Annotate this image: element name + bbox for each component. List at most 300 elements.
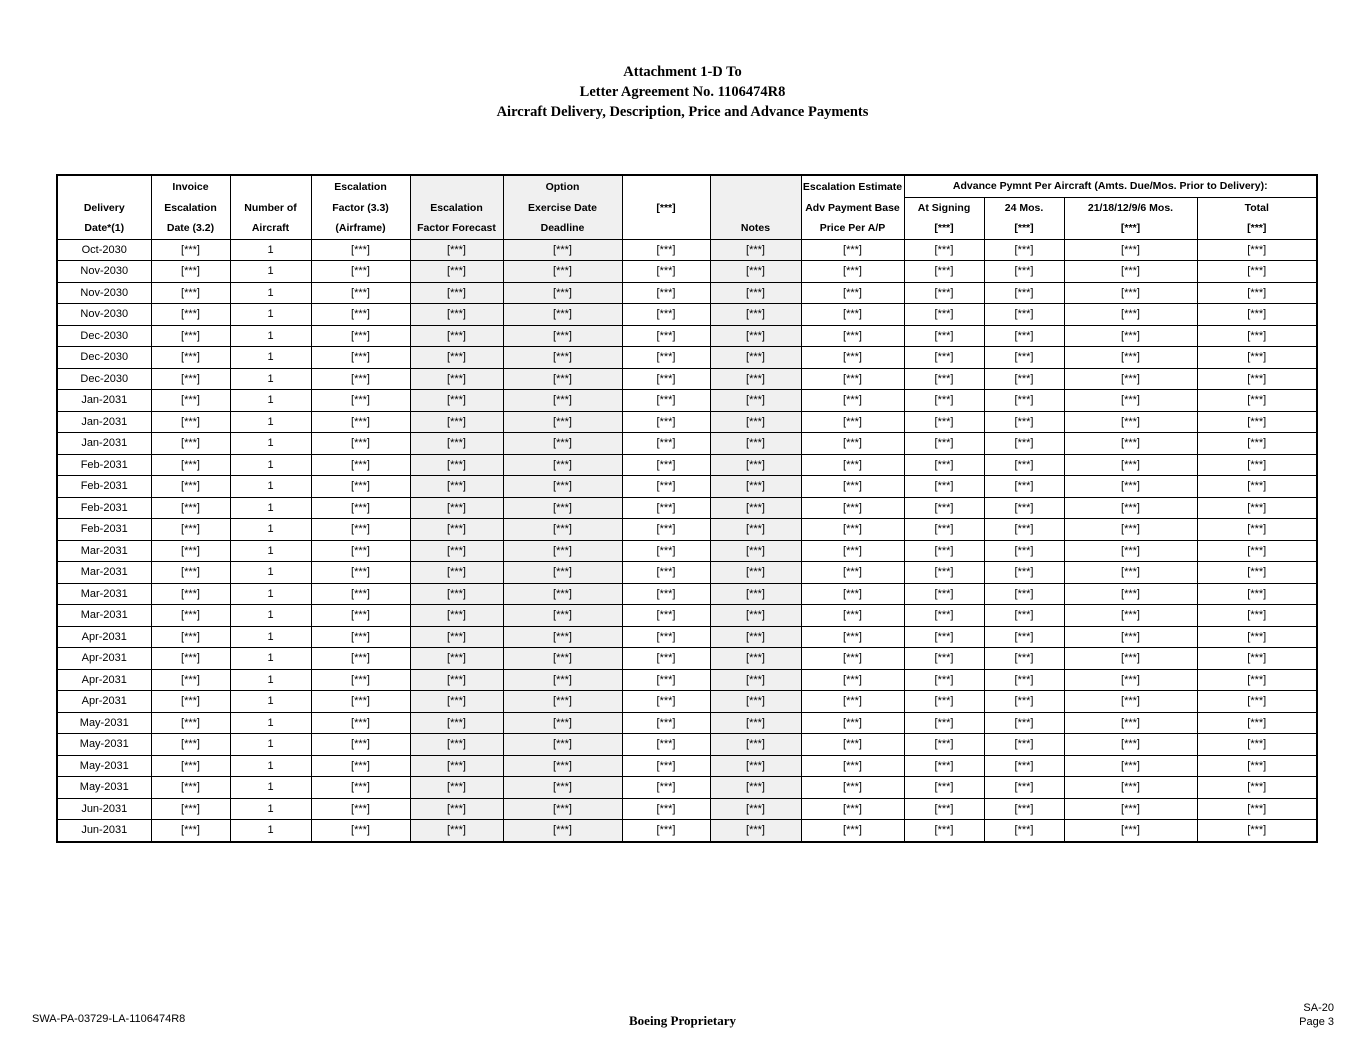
table-cell: 1 xyxy=(230,755,311,777)
table-cell: May-2031 xyxy=(57,712,151,734)
table-cell: [***] xyxy=(904,433,984,455)
table-row xyxy=(57,390,1317,412)
table-cell: [***] xyxy=(1197,798,1317,820)
table-cell: [***] xyxy=(311,476,410,498)
header-cell: [***] xyxy=(1064,218,1197,239)
table-cell: 1 xyxy=(230,519,311,541)
table-cell: Feb-2031 xyxy=(57,454,151,476)
table-cell: [***] xyxy=(904,282,984,304)
table-cell: [***] xyxy=(1197,304,1317,326)
table-cell: [***] xyxy=(311,261,410,283)
table-cell: [***] xyxy=(151,777,230,799)
table-cell: [***] xyxy=(622,712,710,734)
table-cell: [***] xyxy=(410,605,503,627)
table-cell: [***] xyxy=(503,562,622,584)
header-cell xyxy=(622,218,710,239)
table-cell: 1 xyxy=(230,239,311,261)
table-cell: [***] xyxy=(1064,712,1197,734)
table-row xyxy=(57,282,1317,304)
table-cell: [***] xyxy=(311,390,410,412)
table-cell: [***] xyxy=(801,239,904,261)
table-cell: [***] xyxy=(410,325,503,347)
table-cell: [***] xyxy=(1064,798,1197,820)
table-cell: May-2031 xyxy=(57,755,151,777)
table-cell: [***] xyxy=(984,712,1064,734)
table-cell: [***] xyxy=(1064,261,1197,283)
table-cell: [***] xyxy=(801,626,904,648)
table-cell: [***] xyxy=(503,712,622,734)
table-cell: [***] xyxy=(622,605,710,627)
table-cell: [***] xyxy=(410,626,503,648)
table-cell: [***] xyxy=(801,347,904,369)
table-cell: [***] xyxy=(311,712,410,734)
table-cell: [***] xyxy=(801,540,904,562)
table-cell: [***] xyxy=(503,626,622,648)
table-cell: [***] xyxy=(710,390,801,412)
table-cell: [***] xyxy=(984,755,1064,777)
table-cell: [***] xyxy=(984,540,1064,562)
table-cell: [***] xyxy=(410,497,503,519)
header-cell: Delivery xyxy=(57,197,151,218)
table-cell: [***] xyxy=(984,519,1064,541)
table-cell: Jan-2031 xyxy=(57,390,151,412)
table-cell: [***] xyxy=(622,734,710,756)
table-cell: [***] xyxy=(1197,519,1317,541)
table-cell: [***] xyxy=(1197,368,1317,390)
table-cell: [***] xyxy=(904,411,984,433)
table-cell: [***] xyxy=(904,390,984,412)
table-cell: [***] xyxy=(801,734,904,756)
table-cell: [***] xyxy=(801,691,904,713)
table-cell: Mar-2031 xyxy=(57,605,151,627)
table-cell: [***] xyxy=(801,820,904,842)
header-cell: Number of xyxy=(230,197,311,218)
table-cell: 1 xyxy=(230,540,311,562)
header-cell xyxy=(410,175,503,197)
table-row xyxy=(57,540,1317,562)
table-cell: [***] xyxy=(622,648,710,670)
header-cell: Exercise Date xyxy=(503,197,622,218)
table-cell: [***] xyxy=(984,669,1064,691)
table-row xyxy=(57,304,1317,326)
table-cell: [***] xyxy=(151,755,230,777)
table-cell: 1 xyxy=(230,712,311,734)
table-cell: [***] xyxy=(410,734,503,756)
table-cell: [***] xyxy=(410,347,503,369)
table-cell: [***] xyxy=(1064,540,1197,562)
table-cell: [***] xyxy=(1197,433,1317,455)
table-cell: [***] xyxy=(1197,239,1317,261)
table-row xyxy=(57,691,1317,713)
table-cell: [***] xyxy=(984,368,1064,390)
table-cell: [***] xyxy=(410,261,503,283)
table-row xyxy=(57,820,1317,842)
table-cell: 1 xyxy=(230,562,311,584)
table-cell: [***] xyxy=(904,626,984,648)
table-cell: [***] xyxy=(984,734,1064,756)
table-cell: [***] xyxy=(904,239,984,261)
table-cell: Dec-2030 xyxy=(57,368,151,390)
table-cell: [***] xyxy=(984,282,1064,304)
table-cell: [***] xyxy=(1197,648,1317,670)
header-cell: [***] xyxy=(1197,218,1317,239)
table-cell: [***] xyxy=(503,605,622,627)
table-cell: [***] xyxy=(311,626,410,648)
table-cell: [***] xyxy=(801,261,904,283)
table-cell: [***] xyxy=(984,605,1064,627)
table-row xyxy=(57,755,1317,777)
header-cell xyxy=(710,175,801,197)
table-cell: [***] xyxy=(622,820,710,842)
table-cell: [***] xyxy=(710,411,801,433)
table-cell: [***] xyxy=(801,476,904,498)
table-body xyxy=(57,239,1317,842)
table-cell: [***] xyxy=(1197,282,1317,304)
table-cell: [***] xyxy=(410,691,503,713)
table-cell: Dec-2030 xyxy=(57,325,151,347)
table-cell: [***] xyxy=(151,433,230,455)
table-cell: [***] xyxy=(904,540,984,562)
table-cell: [***] xyxy=(311,304,410,326)
table-cell: [***] xyxy=(710,540,801,562)
header-cell: Factor (3.3) xyxy=(311,197,410,218)
table-cell: [***] xyxy=(1197,820,1317,842)
table-cell: [***] xyxy=(622,411,710,433)
table-cell: [***] xyxy=(311,777,410,799)
table-cell: Apr-2031 xyxy=(57,691,151,713)
header-cell: Adv Payment Base xyxy=(801,197,904,218)
table-cell: 1 xyxy=(230,261,311,283)
table-cell: [***] xyxy=(410,454,503,476)
table-cell: [***] xyxy=(710,239,801,261)
table-row xyxy=(57,669,1317,691)
table-cell: [***] xyxy=(710,648,801,670)
table-cell: [***] xyxy=(710,820,801,842)
table-cell: [***] xyxy=(311,798,410,820)
table-cell: [***] xyxy=(1197,712,1317,734)
table-cell: [***] xyxy=(1197,497,1317,519)
table-cell: [***] xyxy=(1197,583,1317,605)
table-cell: [***] xyxy=(622,304,710,326)
table-cell: [***] xyxy=(622,755,710,777)
table-cell: [***] xyxy=(503,734,622,756)
table-cell: [***] xyxy=(904,476,984,498)
table-cell: [***] xyxy=(311,454,410,476)
table-cell: [***] xyxy=(1064,454,1197,476)
table-cell: [***] xyxy=(984,777,1064,799)
table-cell: [***] xyxy=(710,476,801,498)
header-cell: At Signing xyxy=(904,197,984,218)
table-cell: [***] xyxy=(801,304,904,326)
table-cell: [***] xyxy=(311,583,410,605)
table-cell: [***] xyxy=(410,562,503,584)
table-cell: [***] xyxy=(503,304,622,326)
table-cell: [***] xyxy=(1064,605,1197,627)
table-cell: 1 xyxy=(230,476,311,498)
table-cell: [***] xyxy=(984,304,1064,326)
table-cell: [***] xyxy=(710,304,801,326)
table-cell: [***] xyxy=(503,519,622,541)
header-row-1 xyxy=(57,175,1317,197)
table-cell: [***] xyxy=(1197,325,1317,347)
header-cell: 21/18/12/9/6 Mos. xyxy=(1064,197,1197,218)
table-cell: [***] xyxy=(1197,669,1317,691)
header-cell: Escalation xyxy=(311,175,410,197)
table-cell: [***] xyxy=(904,777,984,799)
table-cell: [***] xyxy=(503,347,622,369)
table-row xyxy=(57,648,1317,670)
header-cell: [***] xyxy=(622,197,710,218)
table-cell: 1 xyxy=(230,777,311,799)
table-cell: [***] xyxy=(622,497,710,519)
advance-payment-group-header: Advance Pymnt Per Aircraft (Amts. Due/Mos. Prior to Delivery): xyxy=(904,175,1317,197)
table-cell: [***] xyxy=(984,261,1064,283)
table-cell: [***] xyxy=(801,798,904,820)
table-cell: [***] xyxy=(710,777,801,799)
table-cell: 1 xyxy=(230,605,311,627)
table-cell: [***] xyxy=(710,691,801,713)
table-cell: Apr-2031 xyxy=(57,626,151,648)
table-cell: [***] xyxy=(984,390,1064,412)
table-row xyxy=(57,734,1317,756)
table-cell: [***] xyxy=(984,347,1064,369)
table-cell: [***] xyxy=(410,820,503,842)
table-cell: Jan-2031 xyxy=(57,411,151,433)
table-cell: May-2031 xyxy=(57,734,151,756)
table-cell: [***] xyxy=(503,476,622,498)
footer-sa-number: SA-20 xyxy=(1303,1002,1334,1014)
table-cell: [***] xyxy=(710,669,801,691)
table-cell: [***] xyxy=(410,712,503,734)
table-cell: [***] xyxy=(801,562,904,584)
table-cell: [***] xyxy=(622,777,710,799)
header-cell: Escalation xyxy=(410,197,503,218)
table-cell: [***] xyxy=(151,820,230,842)
header-cell xyxy=(710,197,801,218)
table-cell: [***] xyxy=(410,368,503,390)
table-cell: 1 xyxy=(230,734,311,756)
table-cell: [***] xyxy=(904,562,984,584)
table-cell: [***] xyxy=(904,497,984,519)
table-cell: [***] xyxy=(1064,820,1197,842)
table-cell: [***] xyxy=(151,648,230,670)
table-cell: [***] xyxy=(151,304,230,326)
table-row xyxy=(57,798,1317,820)
table-cell: [***] xyxy=(503,497,622,519)
table-cell: [***] xyxy=(1064,476,1197,498)
table-cell: [***] xyxy=(151,347,230,369)
table-cell: [***] xyxy=(410,433,503,455)
table-cell: [***] xyxy=(151,368,230,390)
table-cell: [***] xyxy=(1197,540,1317,562)
table-cell: [***] xyxy=(984,411,1064,433)
table-cell: [***] xyxy=(801,433,904,455)
table-cell: [***] xyxy=(904,304,984,326)
table-cell: [***] xyxy=(710,519,801,541)
table-cell: [***] xyxy=(503,433,622,455)
header-cell: Total xyxy=(1197,197,1317,218)
table-cell: [***] xyxy=(151,605,230,627)
table-cell: [***] xyxy=(710,583,801,605)
table-row xyxy=(57,325,1317,347)
table-cell: [***] xyxy=(801,583,904,605)
table-cell: Nov-2030 xyxy=(57,282,151,304)
table-cell: [***] xyxy=(1064,368,1197,390)
table-cell: [***] xyxy=(801,325,904,347)
table-cell: Apr-2031 xyxy=(57,648,151,670)
table-cell: [***] xyxy=(410,540,503,562)
table-cell: [***] xyxy=(904,820,984,842)
header-cell: 24 Mos. xyxy=(984,197,1064,218)
table-cell: 1 xyxy=(230,626,311,648)
table-cell: [***] xyxy=(311,691,410,713)
table-cell: [***] xyxy=(984,497,1064,519)
header-cell: (Airframe) xyxy=(311,218,410,239)
table-cell: [***] xyxy=(710,755,801,777)
table-cell: [***] xyxy=(151,261,230,283)
table-cell: 1 xyxy=(230,325,311,347)
table-cell: [***] xyxy=(984,325,1064,347)
table-cell: [***] xyxy=(311,605,410,627)
table-cell: [***] xyxy=(801,712,904,734)
table-cell: [***] xyxy=(984,454,1064,476)
table-row xyxy=(57,411,1317,433)
table-cell: [***] xyxy=(710,282,801,304)
table-row xyxy=(57,433,1317,455)
table-cell: 1 xyxy=(230,691,311,713)
table-cell: [***] xyxy=(503,691,622,713)
header-row-3 xyxy=(57,218,1317,239)
header-cell xyxy=(230,175,311,197)
table-row xyxy=(57,583,1317,605)
table-cell: [***] xyxy=(503,798,622,820)
table-cell: [***] xyxy=(311,325,410,347)
table-cell: [***] xyxy=(311,519,410,541)
table-cell: 1 xyxy=(230,454,311,476)
table-cell: [***] xyxy=(801,669,904,691)
table-cell: [***] xyxy=(622,562,710,584)
table-cell: [***] xyxy=(151,497,230,519)
table-cell: [***] xyxy=(904,648,984,670)
table-cell: [***] xyxy=(503,820,622,842)
table-cell: [***] xyxy=(710,347,801,369)
table-cell: [***] xyxy=(801,777,904,799)
table-cell: [***] xyxy=(311,755,410,777)
table-cell: [***] xyxy=(1064,691,1197,713)
table-cell: [***] xyxy=(710,605,801,627)
header-cell: [***] xyxy=(984,218,1064,239)
table-cell: [***] xyxy=(151,562,230,584)
header-cell: Price Per A/P xyxy=(801,218,904,239)
table-cell: [***] xyxy=(984,239,1064,261)
table-cell: [***] xyxy=(622,433,710,455)
table-cell: [***] xyxy=(151,239,230,261)
table-cell: Mar-2031 xyxy=(57,562,151,584)
table-cell: [***] xyxy=(151,540,230,562)
table-cell: [***] xyxy=(622,691,710,713)
header-cell: Notes xyxy=(710,218,801,239)
table-cell: Mar-2031 xyxy=(57,583,151,605)
table-cell: [***] xyxy=(904,691,984,713)
table-cell: [***] xyxy=(311,820,410,842)
table-cell: [***] xyxy=(801,519,904,541)
table-cell: [***] xyxy=(1197,777,1317,799)
table-cell: [***] xyxy=(410,777,503,799)
table-cell: 1 xyxy=(230,820,311,842)
table-cell: [***] xyxy=(1064,648,1197,670)
table-cell: [***] xyxy=(710,562,801,584)
table-cell: 1 xyxy=(230,497,311,519)
table-cell: [***] xyxy=(1064,433,1197,455)
footer-page-info xyxy=(1299,1001,1334,1029)
header-cell: Escalation xyxy=(151,197,230,218)
table-cell: 1 xyxy=(230,347,311,369)
table-cell: [***] xyxy=(151,798,230,820)
header-row-2 xyxy=(57,197,1317,218)
table-cell: [***] xyxy=(410,282,503,304)
table-cell: [***] xyxy=(151,390,230,412)
table-cell: [***] xyxy=(904,347,984,369)
table-cell: [***] xyxy=(151,519,230,541)
table-cell: Jun-2031 xyxy=(57,820,151,842)
table-cell: [***] xyxy=(1197,476,1317,498)
table-cell: [***] xyxy=(710,433,801,455)
table-cell: [***] xyxy=(1064,497,1197,519)
table-cell: [***] xyxy=(984,648,1064,670)
table-cell: [***] xyxy=(151,583,230,605)
table-cell: [***] xyxy=(410,411,503,433)
table-cell: [***] xyxy=(503,540,622,562)
table-cell: [***] xyxy=(904,755,984,777)
table-cell: [***] xyxy=(1064,734,1197,756)
header-cell xyxy=(622,175,710,197)
table-cell: [***] xyxy=(410,519,503,541)
table-cell: [***] xyxy=(503,282,622,304)
table-cell: [***] xyxy=(1197,454,1317,476)
table-cell: [***] xyxy=(904,734,984,756)
table-cell: [***] xyxy=(503,583,622,605)
table-cell: [***] xyxy=(904,669,984,691)
table-cell: [***] xyxy=(622,239,710,261)
table-cell: 1 xyxy=(230,304,311,326)
table-cell: [***] xyxy=(801,454,904,476)
table-cell: [***] xyxy=(1064,562,1197,584)
table-row xyxy=(57,519,1317,541)
title-line-2: Letter Agreement No. 1106474R8 xyxy=(579,84,786,100)
table-row xyxy=(57,605,1317,627)
table-row xyxy=(57,239,1317,261)
table-cell: [***] xyxy=(503,648,622,670)
table-cell: [***] xyxy=(622,325,710,347)
table-cell: [***] xyxy=(1064,282,1197,304)
table-cell: [***] xyxy=(904,454,984,476)
table-cell: Feb-2031 xyxy=(57,497,151,519)
table-cell: Dec-2030 xyxy=(57,347,151,369)
table-cell: Oct-2030 xyxy=(57,239,151,261)
header-cell: Aircraft xyxy=(230,218,311,239)
table-cell: [***] xyxy=(710,454,801,476)
table-cell: [***] xyxy=(311,282,410,304)
table-cell: [***] xyxy=(984,691,1064,713)
table-cell: [***] xyxy=(622,669,710,691)
footer-page-number: Page 3 xyxy=(1299,1016,1334,1028)
table-cell: [***] xyxy=(503,325,622,347)
table-cell: [***] xyxy=(904,712,984,734)
table-cell: [***] xyxy=(151,476,230,498)
table-cell: [***] xyxy=(710,626,801,648)
header-cell: Date (3.2) xyxy=(151,218,230,239)
table-cell: [***] xyxy=(801,648,904,670)
